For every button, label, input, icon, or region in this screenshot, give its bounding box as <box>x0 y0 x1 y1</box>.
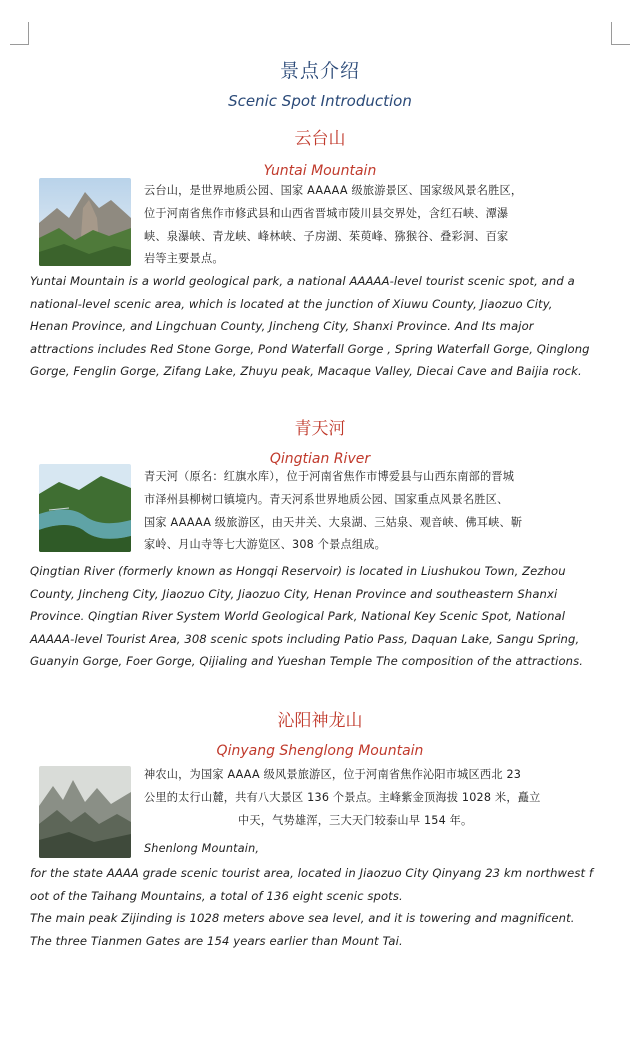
shenlong-mountain-photo <box>39 766 131 858</box>
section-title-en: Qingtian River <box>269 451 371 467</box>
zh-line: 峡、泉瀑峡、青龙峡、峰林峡、子房湖、茱萸峰、猕猴谷、叠彩洞、百家 <box>144 229 509 243</box>
en-line: AAAAA-level Tourist Area, 308 scenic spots including Patio Pass, Daquan Lake, Sangu Spring, <box>30 631 580 646</box>
section-title-zh: 沁阳神龙山 <box>277 711 363 731</box>
en-line: national-level scenic area, which is located at the junction of Xiuwu County, Jiaozuo City, <box>30 296 553 311</box>
en-line: Yuntai Mountain is a world geological park, a national AAAAA-level tourist scenic spot, and a <box>30 274 575 288</box>
section-title-zh: 云台山 <box>294 129 346 149</box>
section-title-en: Yuntai Mountain <box>263 163 377 179</box>
page-subtitle: Scenic Spot Introduction <box>228 92 412 110</box>
en-line: The main peak Zijinding is 1028 meters above sea level, and it is towering and magnificent. <box>30 911 575 926</box>
section-shenlong <box>0 706 640 759</box>
en-line: attractions includes Red Stone Gorge, Pond Waterfall Gorge , Spring Waterfall Gorge, Qinglong <box>30 341 590 356</box>
section-yuntai <box>0 124 640 179</box>
en-line: oot of the Taihang Mountains, a total of 136 eight scenic spots. <box>30 888 403 903</box>
yuntai-mountain-photo <box>39 178 131 266</box>
section-title-en: Qinyang Shenglong Mountain <box>216 743 424 759</box>
zh-line: 岩等主要景点。 <box>144 252 224 266</box>
zh-line: 青天河（原名：红旗水库），位于河南省焦作市博爱县与山西东南部的晋城 <box>144 470 515 483</box>
shenlong-description-en <box>30 862 630 952</box>
en-line: for the state AAAA grade scenic tourist area, located in Jiaozuo City Qinyang 23 km northwest f <box>30 866 594 880</box>
en-line: Gorge, Fenglin Gorge, Zifang Lake, Zhuyu peak, Macaque Valley, Diecai Cave and Baijia rock. <box>30 364 582 379</box>
en-intro-line: Shenlong Mountain, <box>144 842 260 856</box>
qingtian-description-zh <box>144 466 634 557</box>
page-corner-mark-right <box>611 22 630 45</box>
qingtian-description-en <box>30 560 630 673</box>
zh-line: 市泽州县柳树口镇境内。青天河系世界地质公园、国家重点风景名胜区、 <box>144 492 509 506</box>
zh-line: 云台山，是世界地质公园、国家 AAAAA 级旅游景区、国家级风景名胜区， <box>144 184 523 197</box>
en-line: Guanyin Gorge, Foer Gorge, Qijialing and Yueshan Temple The composition of the attractions. <box>30 654 584 669</box>
en-line: Qingtian River (formerly known as Hongqi Reservoir) is located in Liushukou Town, Zezhou <box>30 564 566 578</box>
shenlong-description-zh <box>144 764 634 861</box>
zh-line: 家岭、月山寺等七大游览区、308 个景点组成。 <box>144 538 387 552</box>
en-line: Henan Province, and Lingchuan County, Jincheng City, Shanxi Province. And Its major <box>30 319 534 334</box>
zh-line: 位于河南省焦作市修武县和山西省晋城市陵川县交界处，含红石峡、潭瀑 <box>144 206 509 220</box>
yuntai-description-zh <box>144 180 634 271</box>
en-line: County, Jincheng City, Jiaozuo City, Jiaozuo City, Henan Province and southeastern Shanxi <box>30 586 558 601</box>
en-line: Province. Qingtian River System World Geological Park, National Key Scenic Spot, National <box>30 609 566 624</box>
section-title-zh: 青天河 <box>294 419 346 439</box>
page-title: 景点介绍 <box>279 60 360 82</box>
qingtian-river-photo <box>39 464 131 552</box>
zh-line: 国家 AAAAA 级旅游区，由天井关、大泉湖、三姑泉、观音峡、佛耳峡、靳 <box>144 515 523 529</box>
page-corner-mark-left <box>10 22 29 45</box>
en-line: The three Tianmen Gates are 154 years earlier than Mount Tai. <box>30 933 403 948</box>
zh-line: 神农山，为国家 AAAA 级风景旅游区，位于河南省焦作沁阳市城区西北 23 <box>144 768 522 781</box>
section-qingtian <box>0 414 640 467</box>
yuntai-description-en <box>30 270 630 383</box>
zh-line: 公里的太行山麓，共有八大景区 136 个景点。主峰紫金顶海拔 1028 米，矗立 <box>144 790 541 804</box>
zh-line: 中天，气势雄浑，三大天门较泰山早 154 年。 <box>238 813 473 827</box>
